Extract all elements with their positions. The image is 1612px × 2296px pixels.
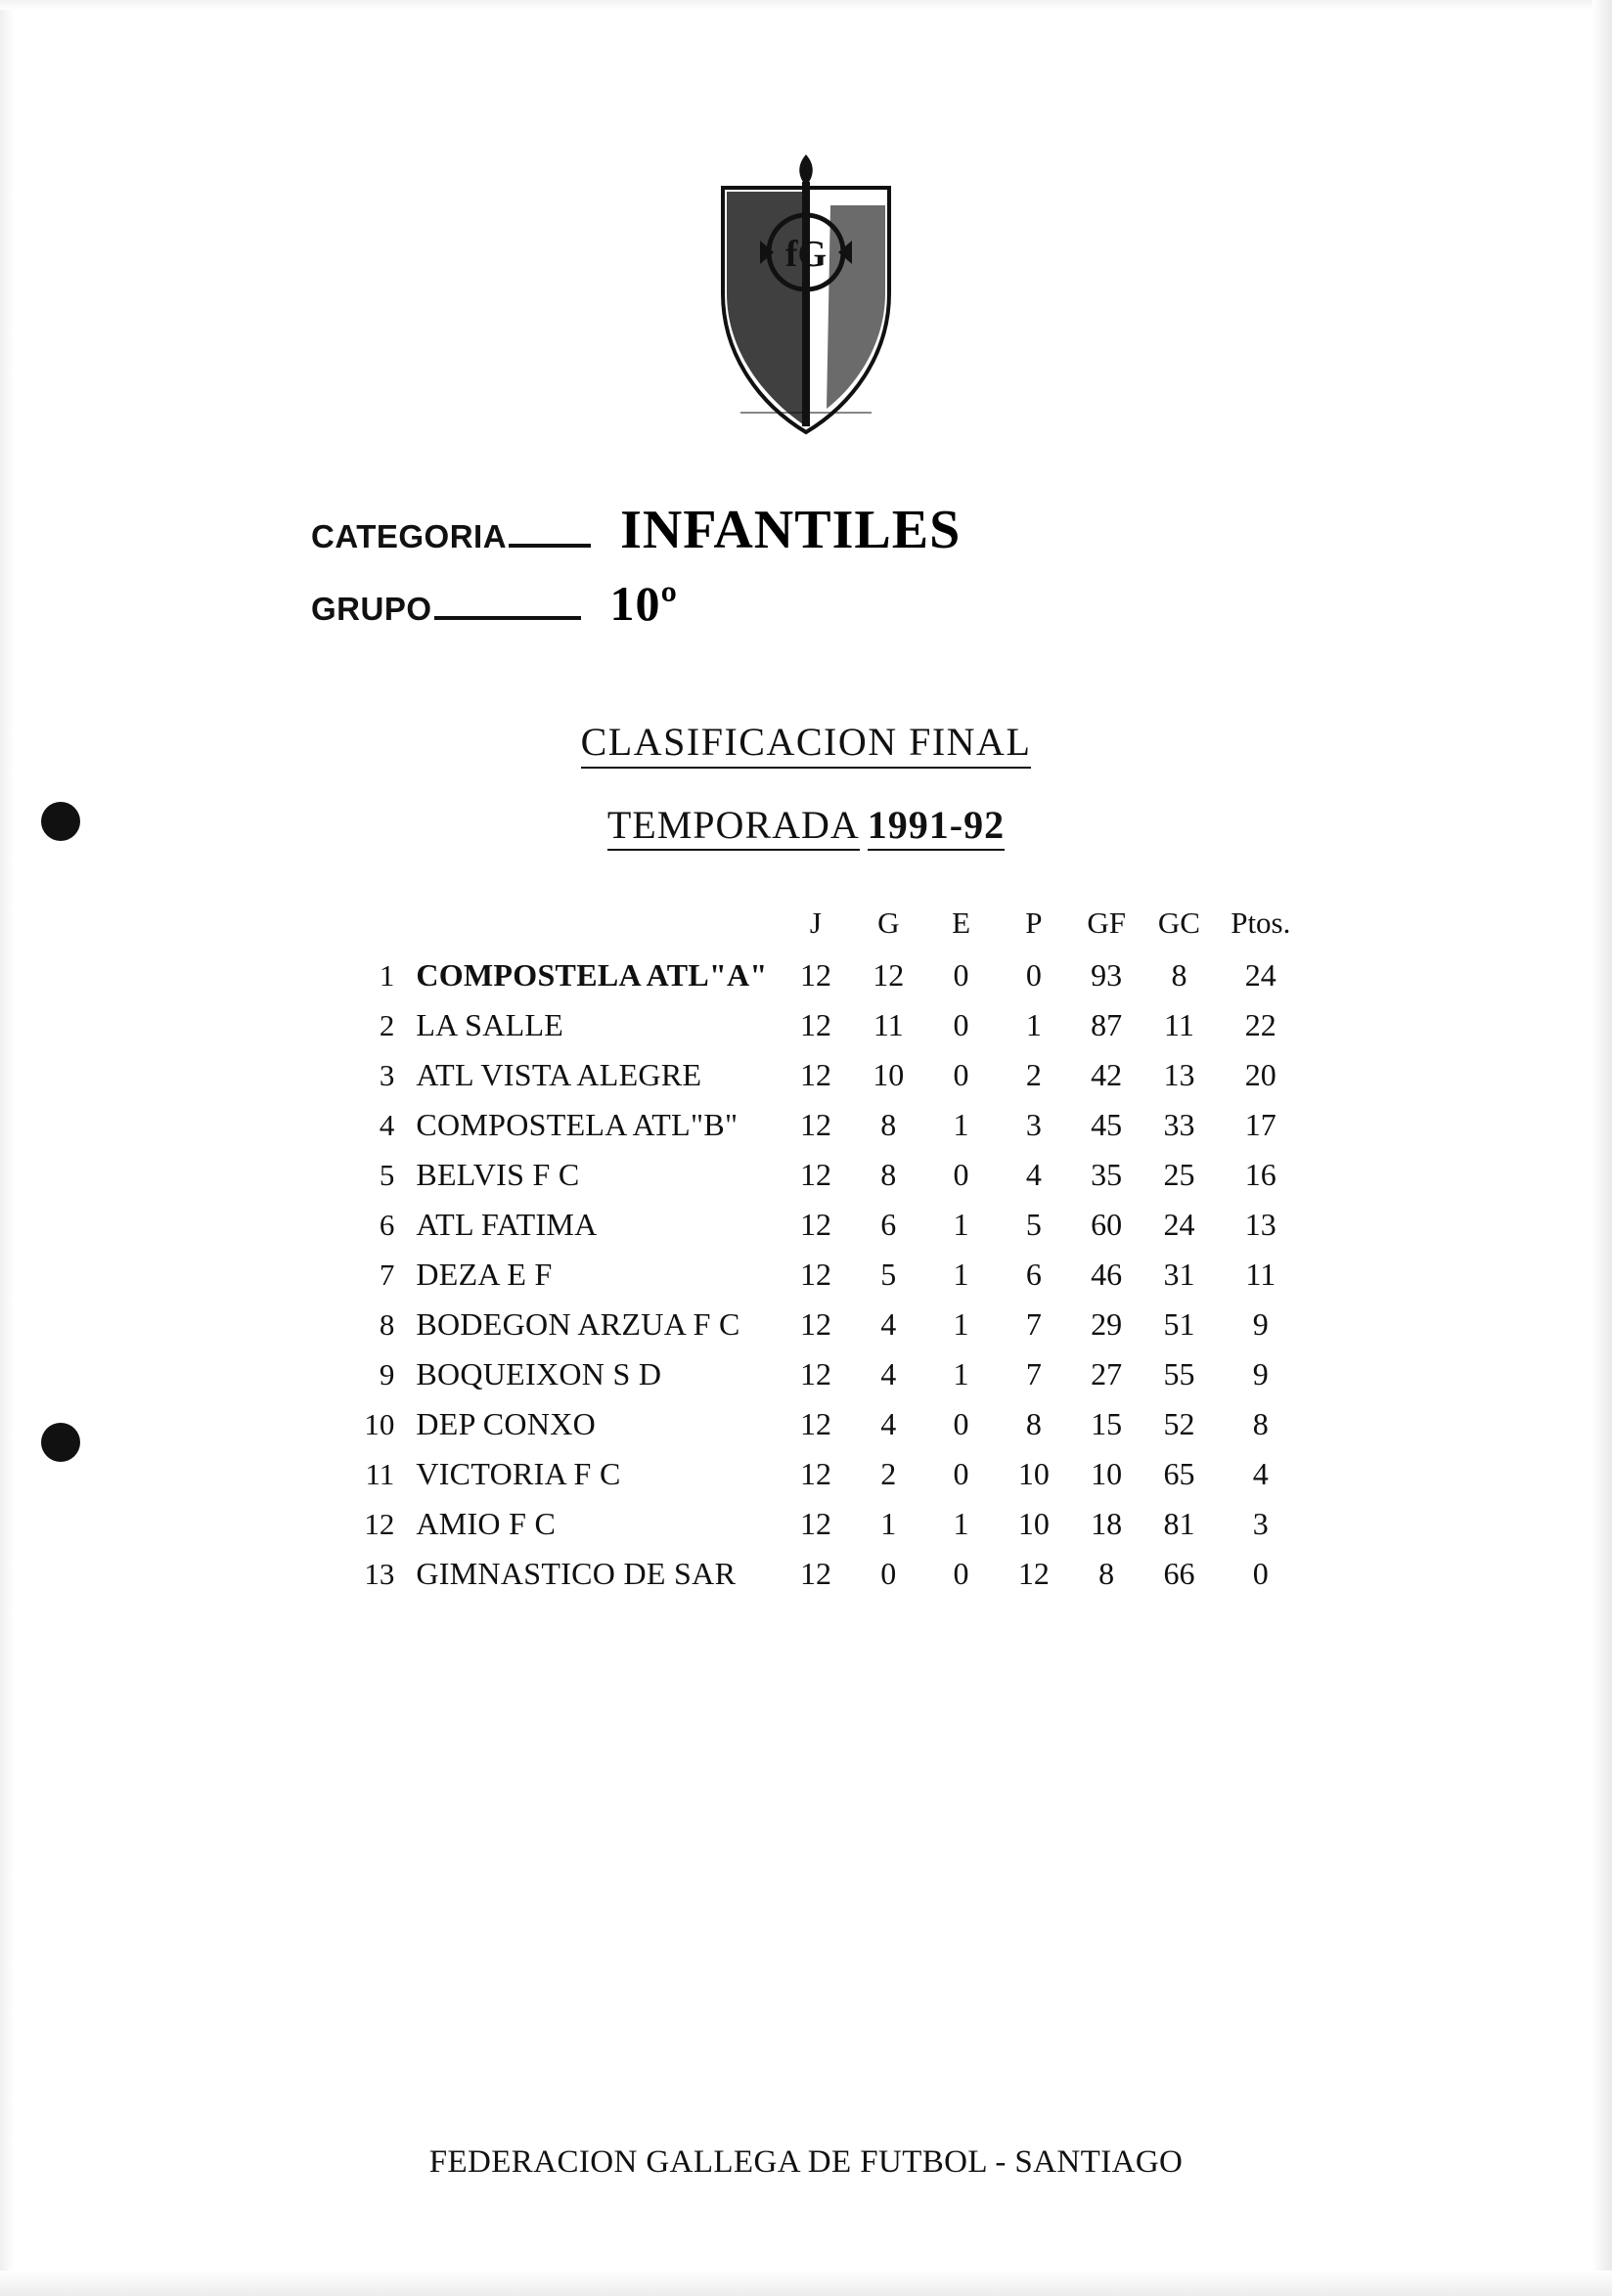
row-goals-against: 33 [1163,1107,1195,1142]
row-position: 3 [379,1057,395,1092]
row-played: 12 [799,1007,831,1042]
svg-text:fG: fG [784,234,828,275]
column-header-j: J [809,905,822,940]
row-drawn: 1 [953,1207,969,1242]
row-team: DEZA E F [416,1257,553,1292]
row-drawn: 0 [953,1406,969,1441]
row-points: 9 [1252,1306,1269,1342]
table-row [337,1549,1306,1599]
row-lost: 3 [1025,1107,1042,1142]
row-goals-for: 87 [1091,1007,1123,1042]
row-played: 12 [799,1057,831,1092]
row-won: 4 [880,1406,897,1441]
row-goals-against: 55 [1163,1356,1195,1391]
row-points: 24 [1244,957,1276,993]
row-team: DEP CONXO [416,1406,597,1441]
row-won: 4 [880,1306,897,1342]
categoria-row [311,499,1387,561]
row-position: 2 [379,1007,395,1042]
row-team: VICTORIA F C [416,1456,621,1491]
row-team: LA SALLE [416,1007,564,1042]
table-row [337,950,1306,1000]
row-played: 12 [799,1456,831,1491]
row-team: ATL FATIMA [416,1207,598,1242]
row-won: 10 [873,1057,905,1092]
table-row [337,1399,1306,1449]
row-drawn: 1 [953,1306,969,1342]
row-goals-for: 35 [1091,1157,1123,1192]
row-goals-for: 93 [1091,957,1123,993]
season-value: 1991-92 [868,803,1005,851]
standings-table [337,905,1306,1599]
row-won: 0 [880,1556,897,1591]
row-points: 13 [1244,1207,1276,1242]
column-header-team [416,905,780,950]
row-played: 12 [799,1406,831,1441]
row-drawn: 1 [953,1107,969,1142]
row-drawn: 0 [953,1556,969,1591]
grupo-value: 10º [609,576,679,631]
row-goals-against: 66 [1163,1556,1195,1591]
row-position: 1 [379,957,395,993]
row-drawn: 1 [953,1257,969,1292]
row-lost: 2 [1025,1057,1042,1092]
row-won: 1 [880,1506,897,1541]
row-drawn: 0 [953,1057,969,1092]
scan-edge-bottom [0,2271,1612,2296]
row-won: 12 [873,957,905,993]
row-team: BODEGON ARZUA F C [416,1306,740,1342]
row-goals-for: 8 [1098,1556,1115,1591]
row-drawn: 1 [953,1356,969,1391]
row-played: 12 [799,1257,831,1292]
table-header-row [337,905,1306,950]
scan-edge-right [1592,0,1612,2296]
table-row [337,1150,1306,1200]
column-header-p: P [1025,905,1043,940]
row-points: 17 [1244,1107,1276,1142]
table-row [337,1000,1306,1050]
row-won: 8 [880,1107,897,1142]
table-row [337,1100,1306,1150]
row-goals-for: 27 [1091,1356,1123,1391]
row-points: 20 [1244,1057,1276,1092]
document-footer: FEDERACION GALLEGA DE FUTBOL - SANTIAGO [428,2144,1184,2180]
table-row [337,1200,1306,1250]
row-position: 13 [364,1556,395,1591]
row-played: 12 [799,1107,831,1142]
row-won: 11 [873,1007,904,1042]
row-drawn: 0 [953,1007,969,1042]
row-won: 5 [880,1257,897,1292]
column-header-g: G [877,905,900,940]
row-played: 12 [799,1306,831,1342]
row-position: 7 [379,1257,395,1292]
row-goals-against: 25 [1163,1157,1195,1192]
row-played: 12 [799,1157,831,1192]
table-row [337,1300,1306,1349]
row-lost: 12 [1017,1556,1050,1591]
grupo-row [311,575,1387,632]
row-goals-against: 65 [1163,1456,1195,1491]
row-points: 22 [1244,1007,1276,1042]
row-team: BELVIS F C [416,1157,580,1192]
row-won: 2 [880,1456,897,1491]
row-goals-against: 13 [1163,1057,1195,1092]
column-header-position [337,905,416,950]
row-team: COMPOSTELA ATL"B" [416,1107,739,1142]
scan-edge-top [0,0,1612,10]
row-position: 5 [379,1157,395,1192]
row-position: 9 [379,1356,395,1391]
row-position: 10 [364,1406,395,1441]
row-lost: 1 [1025,1007,1042,1042]
table-row [337,1449,1306,1499]
row-points: 3 [1252,1506,1269,1541]
row-goals-against: 51 [1163,1306,1195,1342]
column-header-gc: GC [1157,905,1200,940]
row-lost: 4 [1025,1157,1042,1192]
row-goals-against: 24 [1163,1207,1195,1242]
title-block [0,719,1612,848]
row-position: 8 [379,1306,395,1342]
season-line [0,802,1612,848]
row-lost: 10 [1017,1456,1050,1491]
row-position: 11 [365,1456,395,1491]
grupo-label: GRUPO [311,591,432,627]
table-row [337,1250,1306,1300]
row-drawn: 1 [953,1506,969,1541]
row-goals-for: 45 [1091,1107,1123,1142]
row-goals-against: 11 [1164,1007,1194,1042]
federation-crest-icon [703,147,909,440]
row-goals-against: 81 [1163,1506,1195,1541]
row-lost: 6 [1025,1257,1042,1292]
row-played: 12 [799,1506,831,1541]
row-lost: 7 [1025,1356,1042,1391]
row-goals-for: 42 [1091,1057,1123,1092]
row-points: 9 [1252,1356,1269,1391]
categoria-label: CATEGORIA [311,518,508,554]
season-label: TEMPORADA [607,803,860,851]
document-header [311,499,1387,645]
punch-hole-icon [41,1423,80,1462]
row-team: AMIO F C [416,1506,557,1541]
row-team: ATL VISTA ALEGRE [416,1057,702,1092]
column-header-e: E [952,905,971,940]
table-row [337,1499,1306,1549]
row-drawn: 0 [953,1157,969,1192]
row-played: 12 [799,957,831,993]
row-team: COMPOSTELA ATL"A" [416,957,768,993]
row-points: 16 [1244,1157,1276,1192]
row-team: GIMNASTICO DE SAR [416,1556,737,1591]
row-played: 12 [799,1356,831,1391]
categoria-value: INFANTILES [620,500,962,560]
row-lost: 10 [1017,1506,1050,1541]
row-position: 12 [364,1506,395,1541]
column-header-points: Ptos. [1231,905,1291,940]
standings-table-body [337,950,1306,1599]
row-goals-for: 10 [1091,1456,1123,1491]
row-drawn: 0 [953,957,969,993]
row-lost: 5 [1025,1207,1042,1242]
page-title: CLASIFICACION FINAL [581,719,1032,769]
row-goals-against: 8 [1171,957,1187,993]
table-row [337,1050,1306,1100]
column-header-gf: GF [1087,905,1126,940]
row-points: 8 [1252,1406,1269,1441]
row-goals-for: 60 [1091,1207,1123,1242]
row-goals-for: 29 [1091,1306,1123,1342]
row-won: 4 [880,1356,897,1391]
categoria-rule [509,543,591,548]
row-lost: 7 [1025,1306,1042,1342]
row-drawn: 0 [953,1456,969,1491]
row-lost: 8 [1025,1406,1042,1441]
page-title-wrap [0,719,1612,769]
row-position: 4 [379,1107,395,1142]
row-played: 12 [799,1207,831,1242]
row-points: 4 [1252,1456,1269,1491]
row-won: 8 [880,1157,897,1192]
row-lost: 0 [1025,957,1042,993]
row-played: 12 [799,1556,831,1591]
grupo-rule [434,615,581,620]
table-row [337,1349,1306,1399]
row-goals-for: 46 [1091,1257,1123,1292]
scan-edge-left [0,0,14,2296]
row-goals-against: 31 [1163,1257,1195,1292]
row-goals-for: 15 [1091,1406,1123,1441]
row-goals-against: 52 [1163,1406,1195,1441]
row-points: 11 [1245,1257,1276,1292]
row-points: 0 [1252,1556,1269,1591]
row-goals-for: 18 [1091,1506,1123,1541]
row-position: 6 [379,1207,395,1242]
row-won: 6 [880,1207,897,1242]
row-team: BOQUEIXON S D [416,1356,662,1391]
